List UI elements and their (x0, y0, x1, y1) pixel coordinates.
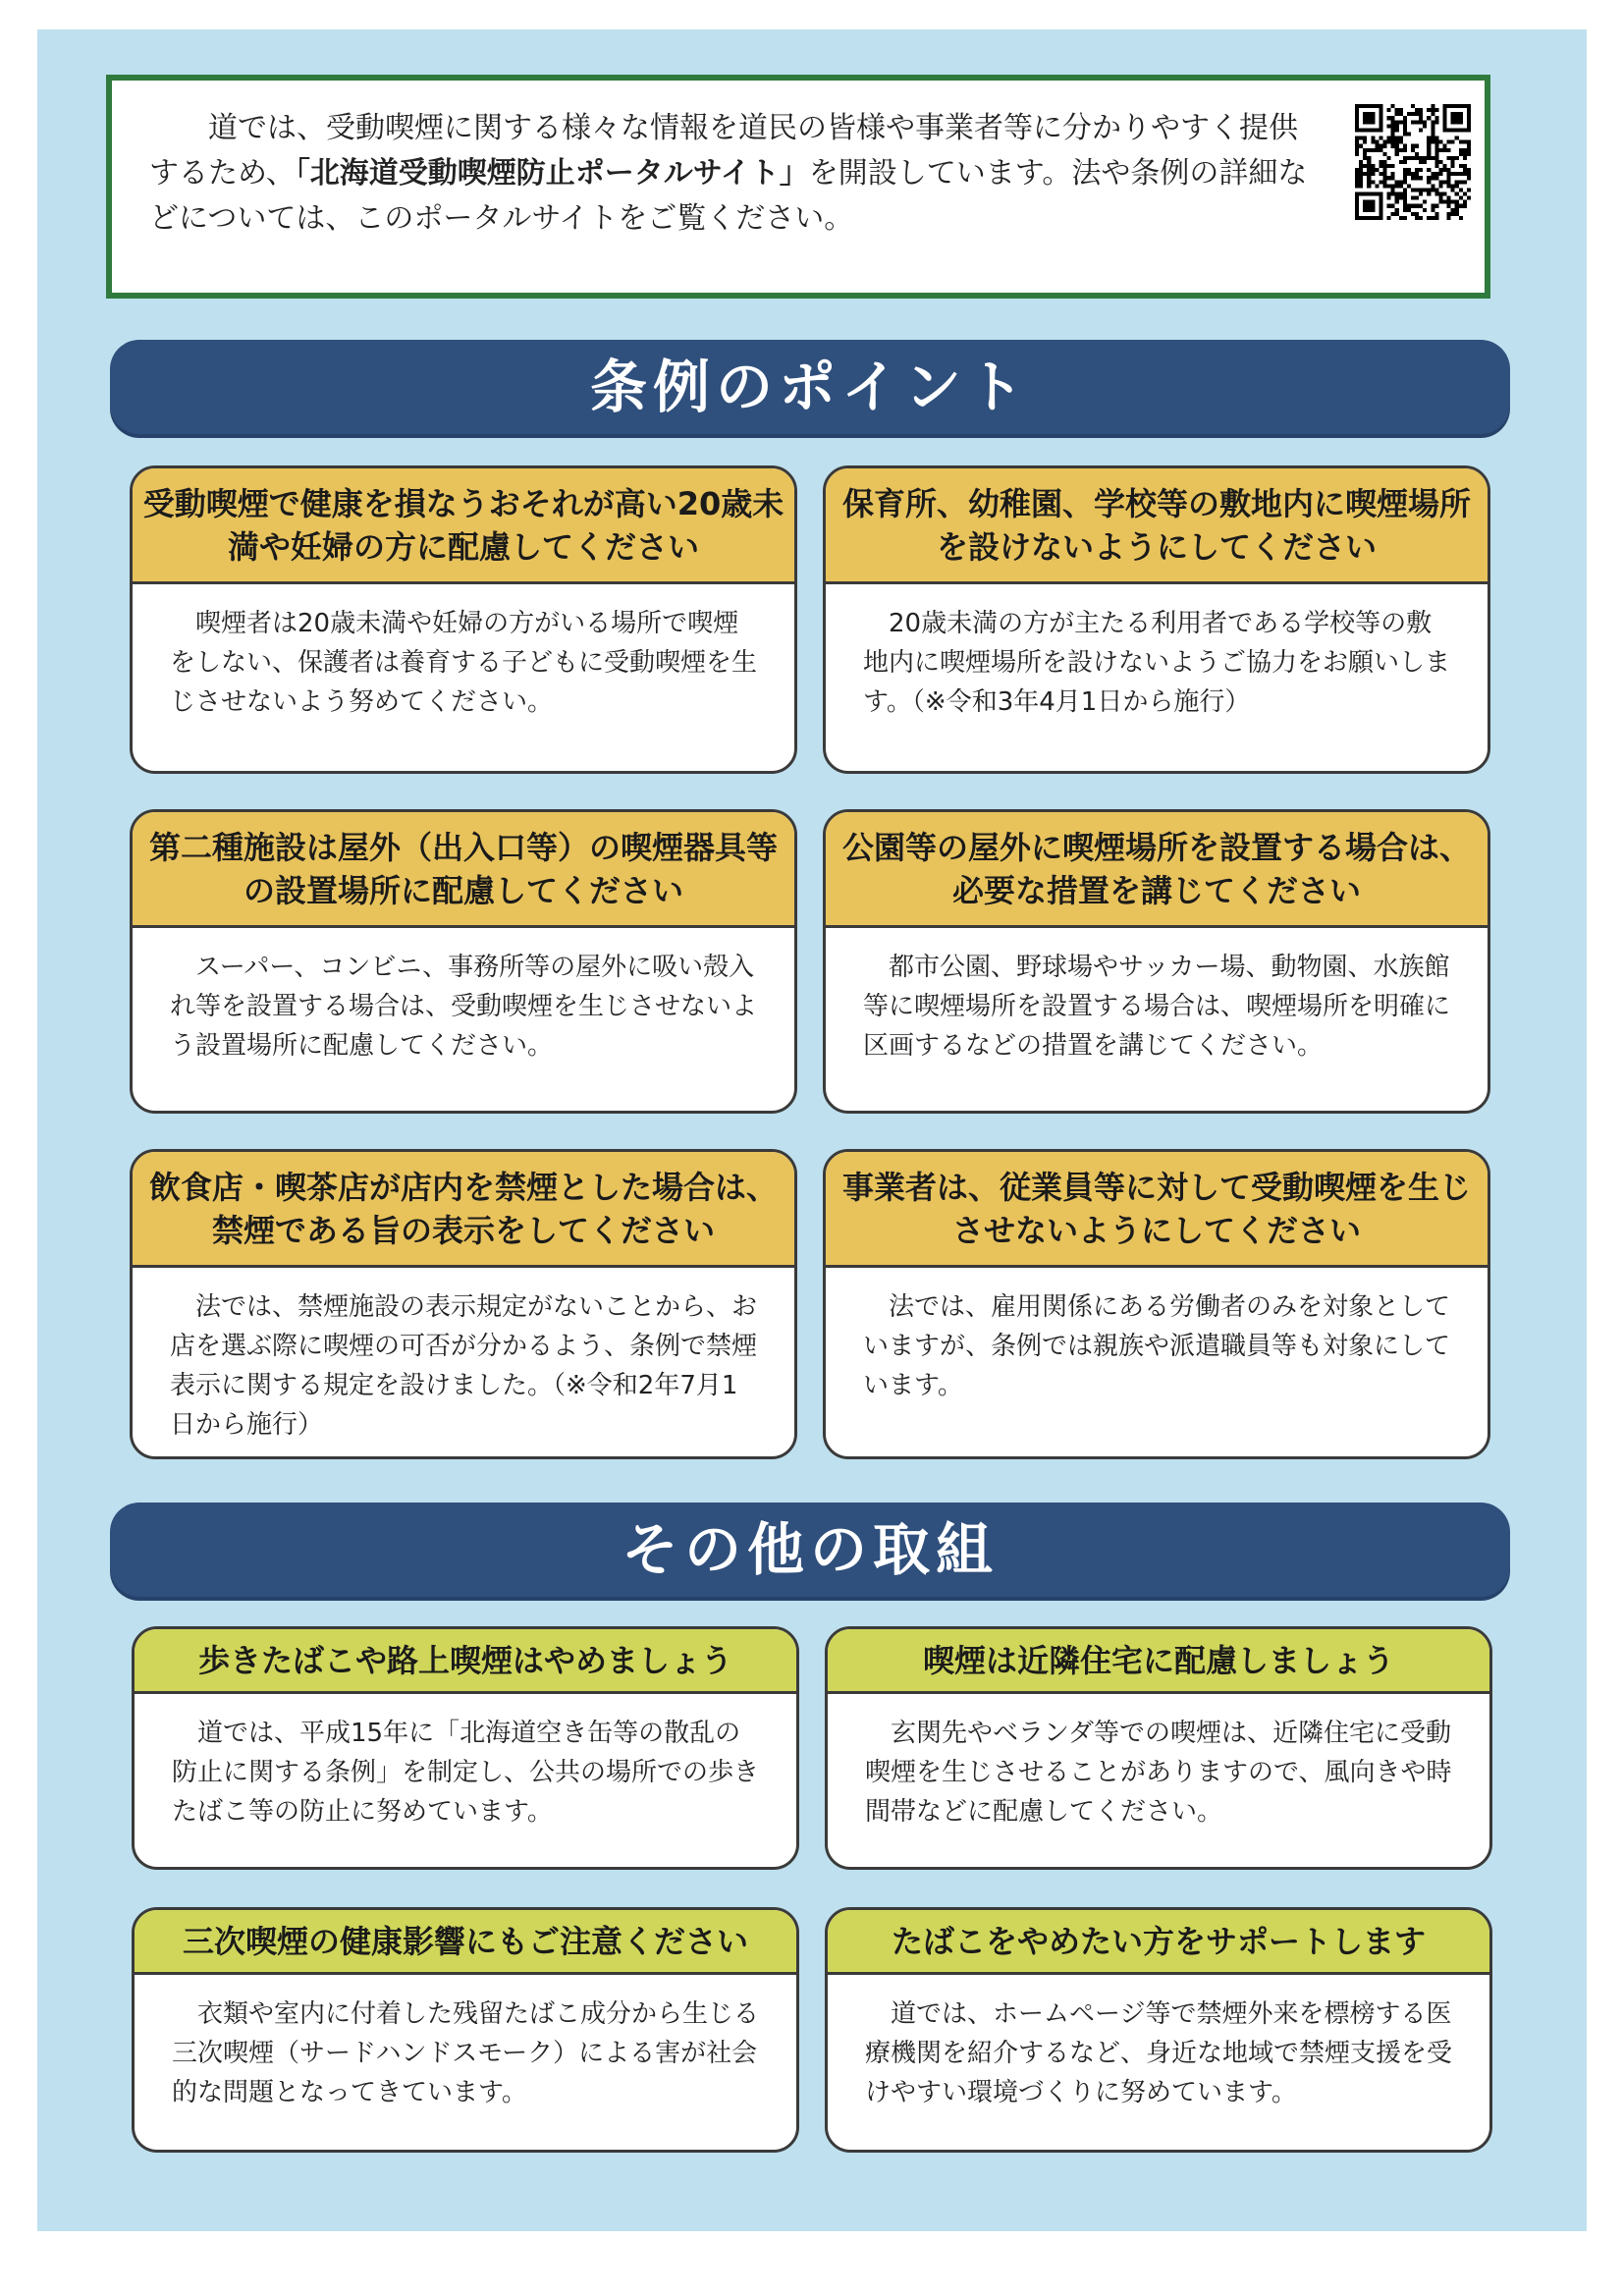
other-card-3 (132, 1907, 799, 2153)
other-card-4 (825, 1907, 1492, 2153)
point-card-title: 事業者は、従業員等に対して受動喫煙を生じさせないようにしてください (826, 1152, 1488, 1268)
point-card-body: 喫煙者は20歳未満や妊婦の方がいる場所で喫煙をしない、保護者は養育する子どもに受動喫煙を生じさせないよう努めてください。 (170, 609, 758, 717)
other-card-1 (132, 1626, 799, 1870)
point-card-title: 第二種施設は屋外（出入口等）の喫煙器具等の設置場所に配慮してください (133, 812, 794, 928)
intro-box (106, 75, 1490, 299)
other-card-body: 道では、平成15年に「北海道空き缶等の散乱の防止に関する条例」を制定し、公共の場所での歩きたばこ等の防止に努めています。 (172, 1719, 760, 1827)
point-card-title: 保育所、幼稚園、学校等の敷地内に喫煙場所を設けないようにしてください (826, 468, 1488, 584)
point-card-body: 法では、禁煙施設の表示規定がないことから、お店を選ぶ際に喫煙の可否が分かるよう、条例で禁煙表示に関する規定を設けました。（※令和2年7月1日から施行） (170, 1292, 758, 1440)
other-card-title: 三次喫煙の健康影響にもご注意ください (135, 1910, 796, 1975)
point-card-body: 20歳未満の方が主たる利用者である学校等の敷地内に喫煙場所を設けないようご協力をお願いします。（※令和3年4月1日から施行） (863, 609, 1451, 717)
point-card-3 (130, 809, 797, 1114)
point-card-body: 都市公園、野球場やサッカー場、動物園、水族館等に喫煙場所を設置する場合は、喫煙場所を明確に区画するなどの措置を講じてください。 (863, 953, 1451, 1061)
point-card-title: 受動喫煙で健康を損なうおそれが高い20歳未満や妊婦の方に配慮してください (133, 468, 794, 584)
qr-code-icon[interactable] (1355, 104, 1471, 220)
point-card-body: 法では、雇用関係にある労働者のみを対象としていますが、条例では親族や派遣職員等も対象にしています。 (863, 1292, 1451, 1400)
point-card-2 (823, 465, 1490, 774)
other-card-body: 衣類や室内に付着した残留たばこ成分から生じる三次喫煙（サードハンドスモーク）による害が社会的な問題となってきています。 (172, 1999, 760, 2107)
section-banner-points (110, 340, 1510, 434)
point-card-4 (823, 809, 1490, 1114)
section-title-other: その他の取組 (621, 1516, 999, 1583)
portal-site-name: 「北海道受動喫煙防止ポータルサイト」 (295, 156, 809, 191)
other-card-title: たばこをやめたい方をサポートします (828, 1910, 1489, 1975)
other-card-title: 喫煙は近隣住宅に配慮しましょう (828, 1629, 1489, 1694)
point-card-6 (823, 1149, 1490, 1459)
point-card-1 (130, 465, 797, 774)
other-card-title: 歩きたばこや路上喫煙はやめましょう (135, 1629, 796, 1694)
section-title-points: 条例のポイント (589, 354, 1030, 420)
other-card-body: 玄関先やベランダ等での喫煙は、近隣住宅に受動喫煙を生じさせることがありますので、風向きや時間帯などに配慮してください。 (865, 1719, 1452, 1827)
point-card-title: 飲食店・喫茶店が店内を禁煙とした場合は、禁煙である旨の表示をしてください (133, 1152, 794, 1268)
intro-text (149, 106, 1318, 242)
intro-text-after: を開設しています。法や条例の詳細などについては、このポータルサイトをご覧ください。 (149, 156, 1308, 236)
point-card-body: スーパー、コンビニ、事務所等の屋外に吸い殻入れ等を設置する場合は、受動喫煙を生じさせないよう設置場所に配慮してください。 (170, 953, 758, 1061)
other-card-body: 道では、ホームページ等で禁煙外来を標榜する医療機関を紹介するなど、身近な地域で禁煙支援を受けやすい環境づくりに努めています。 (865, 1999, 1453, 2107)
point-card-title: 公園等の屋外に喫煙場所を設置する場合は、必要な措置を講じてください (826, 812, 1488, 928)
other-card-2 (825, 1626, 1492, 1870)
point-card-5 (130, 1149, 797, 1459)
intro-text-before: 道では、受動喫煙に関する様々な情報を道民の皆様や事業者等に分かりやすく提供するため、 (149, 111, 1298, 191)
section-banner-other (110, 1503, 1510, 1597)
